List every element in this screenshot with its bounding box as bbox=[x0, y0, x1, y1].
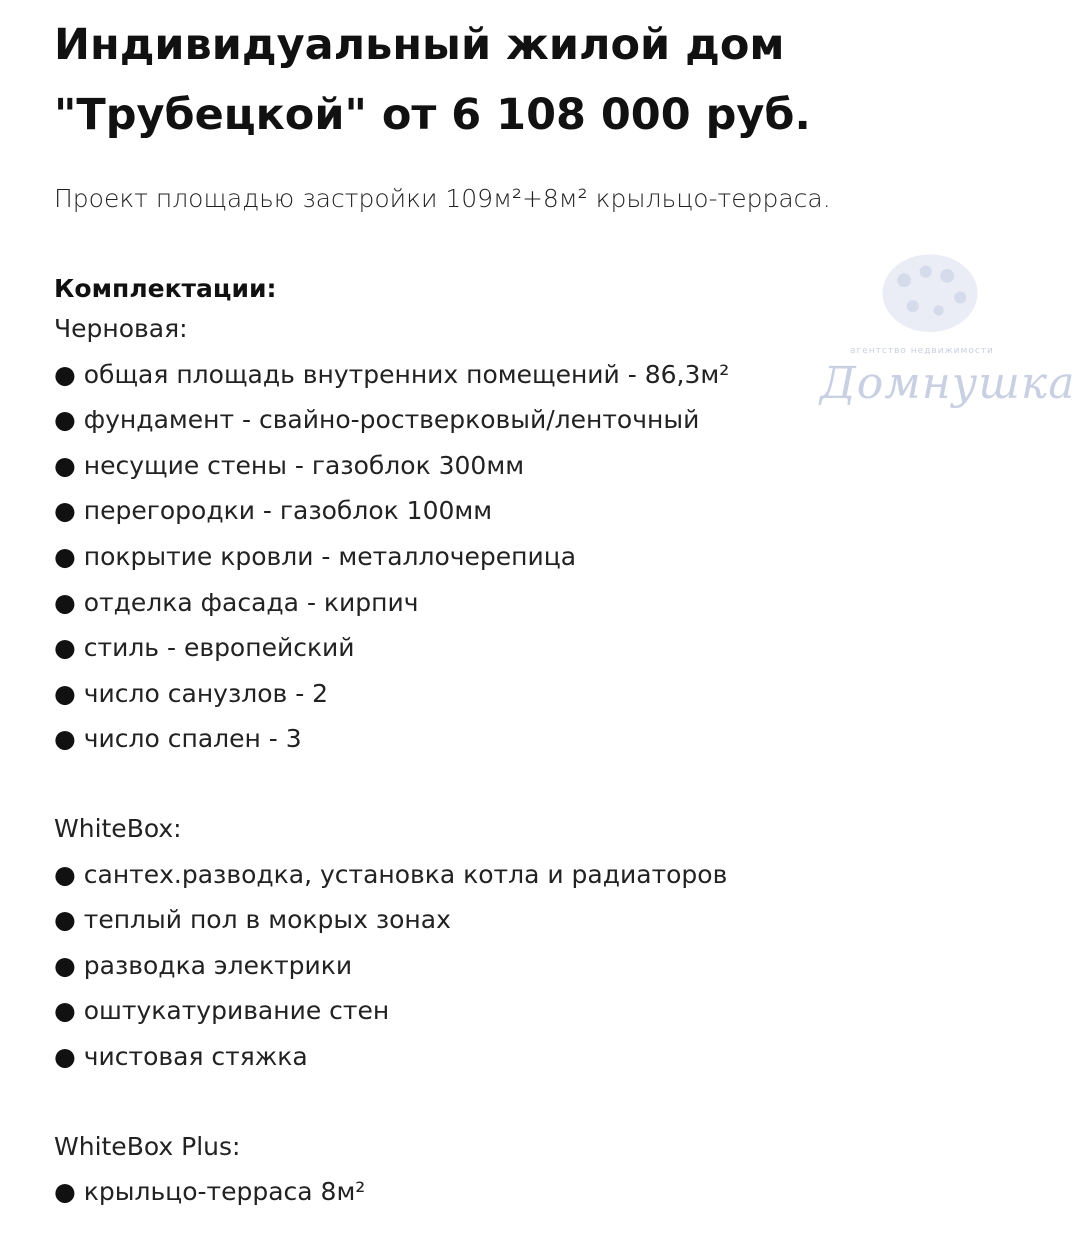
config-whitebox bbox=[54, 806, 1054, 1080]
list-item: ● число спален - 3 bbox=[54, 716, 1054, 762]
list-item: ● фундамент - свайно-ростверковый/ленточный bbox=[54, 397, 1054, 443]
list-item: ● покрытие кровли - металлочерепица bbox=[54, 534, 1054, 580]
list-item: ● несущие стены - газоблок 300мм bbox=[54, 443, 1054, 489]
list-item: ● чистовая стяжка bbox=[54, 1034, 1054, 1080]
list-item: ● стиль - европейский bbox=[54, 625, 1054, 671]
config-rough bbox=[54, 306, 1054, 762]
config-whitebox-plus bbox=[54, 1124, 1054, 1215]
config-label: Черновая: bbox=[54, 314, 188, 343]
list-item: ● крыльцо-терраса 8м² bbox=[54, 1169, 1054, 1215]
list-item: ● общая площадь внутренних помещений - 86,3м² bbox=[54, 352, 1054, 398]
configurations-heading: Комплектации: bbox=[54, 274, 277, 303]
list-item: ● перегородки - газоблок 100мм bbox=[54, 488, 1054, 534]
listing-description bbox=[54, 10, 1054, 1215]
config-label: WhiteBox Plus: bbox=[54, 1131, 241, 1161]
list-item: ● разводка электрики bbox=[54, 943, 1054, 989]
watermark-name: Домнушка bbox=[820, 358, 1076, 409]
list-item: ● число санузлов - 2 bbox=[54, 671, 1054, 717]
list-item: ● отделка фасада - кирпич bbox=[54, 580, 1054, 626]
list-item: ● теплый пол в мокрых зонах bbox=[54, 897, 1054, 943]
list-item: ● сантех.разводка, установка котла и радиаторов bbox=[54, 852, 1054, 898]
project-area-text: Проект площадью застройки 109м²+8м² крыльцо-терраса. bbox=[54, 184, 831, 213]
page-title: Индивидуальный жилой дом "Трубецкой" от 6 108 000 руб. bbox=[54, 20, 811, 140]
list-item: ● оштукатуривание стен bbox=[54, 988, 1054, 1034]
config-label: WhiteBox: bbox=[54, 813, 182, 843]
watermark-tagline: агентство недвижимости bbox=[850, 346, 994, 356]
